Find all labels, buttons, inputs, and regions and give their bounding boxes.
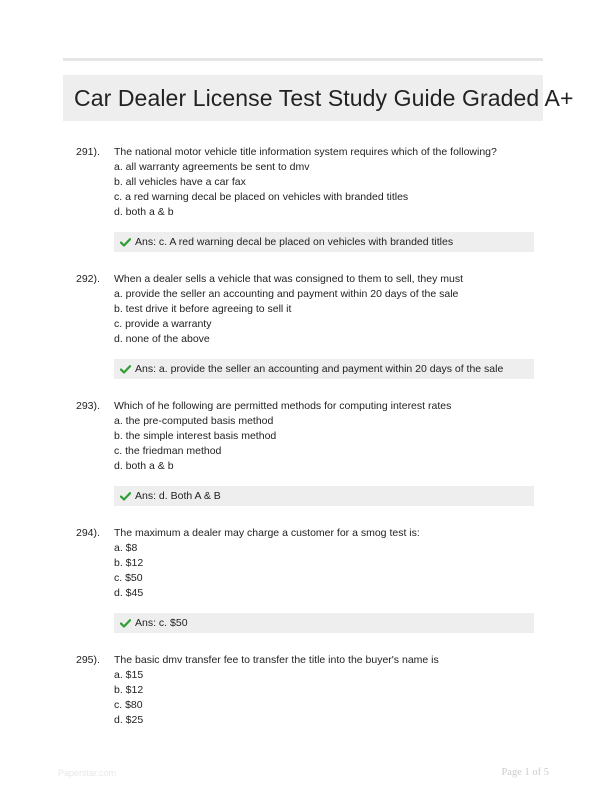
question-number: 294). [76,527,100,539]
answer-text: Ans: d. Both A & B [135,490,221,502]
question-body [114,272,534,379]
question-number: 293). [76,400,100,412]
option-list [114,414,534,474]
option-item: d. both a & b [114,460,174,472]
option-item: a. the pre-computed basis method [114,415,274,427]
option-item: d. $45 [114,587,144,599]
option-item: b. $12 [114,557,144,569]
question-text: When a dealer sells a vehicle that was consigned to them to sell, they must [114,273,464,285]
option-item: c. the friedman method [114,445,222,457]
option-item: c. $50 [114,572,143,584]
option-list [114,287,534,347]
option-item: c. provide a warranty [114,318,212,330]
question-body [114,399,534,506]
check-icon [120,492,131,501]
question-item [0,399,606,506]
option-item: c. a red warning decal be placed on vehicles with branded titles [114,191,409,203]
page-number: Page 1 of 5 [501,767,549,778]
question-number: 291). [76,146,100,158]
question-item [0,526,606,633]
option-item: d. both a & b [114,206,174,218]
question-body [114,145,534,252]
question-number: 295). [76,654,100,666]
answer-text: Ans: c. A red warning decal be placed on vehicles with branded titles [135,236,454,248]
footer-watermark: Paperstar.com [58,768,117,778]
answer-text: Ans: a. provide the seller an accounting and payment within 20 days of the sale [135,363,504,375]
option-list [114,160,534,220]
option-item: b. $12 [114,684,144,696]
option-item: a. $8 [114,542,138,554]
answer-box [114,232,534,252]
option-item: a. provide the seller an accounting and payment within 20 days of the sale [114,288,459,300]
document-title: Car Dealer License Test Study Guide Graded A+ [74,84,574,111]
option-item: b. the simple interest basis method [114,430,277,442]
answer-box [114,613,534,633]
option-list [114,541,534,601]
option-item: a. $15 [114,669,144,681]
title-banner [63,75,574,121]
answer-box [114,359,534,379]
question-item [0,145,606,252]
question-item [0,653,606,728]
option-item: d. none of the above [114,333,210,345]
question-text: Which of he following are permitted methods for computing interest rates [114,400,452,412]
question-text: The maximum a dealer may charge a customer for a smog test is: [114,527,420,539]
option-list [114,668,534,728]
top-divider [63,58,543,61]
question-text: The basic dmv transfer fee to transfer the title into the buyer's name is [114,654,439,666]
option-item: c. $80 [114,699,143,711]
option-item: a. all warranty agreements be sent to dmv [114,161,310,173]
option-item: b. test drive it before agreeing to sell it [114,303,292,315]
question-item [0,272,606,379]
question-body [114,526,534,633]
answer-text: Ans: c. $50 [135,617,188,629]
check-icon [120,365,131,374]
option-item: d. $25 [114,714,144,726]
question-text: The national motor vehicle title information system requires which of the following? [114,146,497,158]
question-number: 292). [76,273,100,285]
check-icon [120,619,131,628]
answer-box [114,486,534,506]
question-list [0,145,606,748]
question-body [114,653,534,728]
option-item: b. all vehicles have a car fax [114,176,246,188]
check-icon [120,238,131,247]
